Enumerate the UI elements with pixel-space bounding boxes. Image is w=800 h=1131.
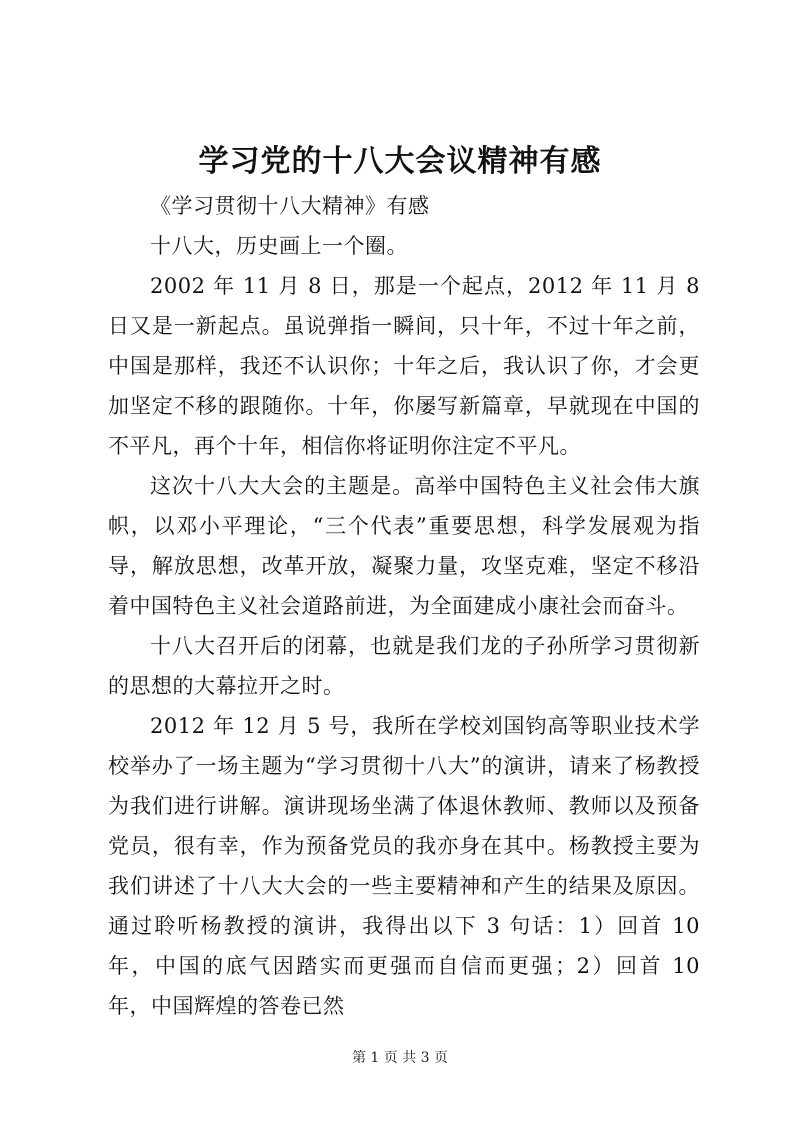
page-footer: 第 1 页 共 3 页	[351, 1050, 449, 1066]
document-body	[108, 186, 700, 1026]
paragraph: 十八大，历史画上一个圈。	[150, 234, 408, 258]
document-title: 学习党的十八大会议精神有感	[198, 144, 602, 179]
paragraph: 十八大召开后的闭幕，也就是我们龙的子孙所学习贯彻新的思想的大幕拉开之时。	[108, 634, 700, 698]
paragraph: 这次十八大大会的主题是。高举中国特色主义社会伟大旗帜，以邓小平理论，“三个代表”重要思想，科学发展观为指导，解放思想，改革开放，凝聚力量，攻坚克难，坚定不移沿着中国特色主义社会道路前进，为全面建成小康社会而奋斗。	[108, 474, 700, 618]
paragraph-subtitle: 《学习贯彻十八大精神》有感	[150, 194, 430, 218]
paragraph: 2012 年 12 月 5 号，我所在学校刘国钧高等职业技术学校举办了一场主题为“学习贯彻十八大”的演讲，请来了杨教授为我们进行讲解。演讲现场坐满了体退休教师、教师以及预备党员，很有幸，作为预备党员的我亦身在其中。杨教授主要为我们讲述了十八大大会的一些主要精神和产生的结果及原因。通过聆听杨教授的演讲，我得出以下 3 句话：1）回首 10 年，中国的底气因踏实而更强而自信而更强；2）回首 10 年，中国辉煌的答卷已然	[108, 714, 700, 1018]
paragraph: 2002 年 11 月 8 日，那是一个起点，2012 年 11 月 8 日又是一新起点。虽说弹指一瞬间，只十年，不过十年之前，中国是那样，我还不认识你；十年之后，我认识了你，才会更加坚定不移的跟随你。十年，你屡写新篇章，早就现在中国的不平凡，再个十年，相信你将证明你注定不平凡。	[108, 274, 700, 458]
